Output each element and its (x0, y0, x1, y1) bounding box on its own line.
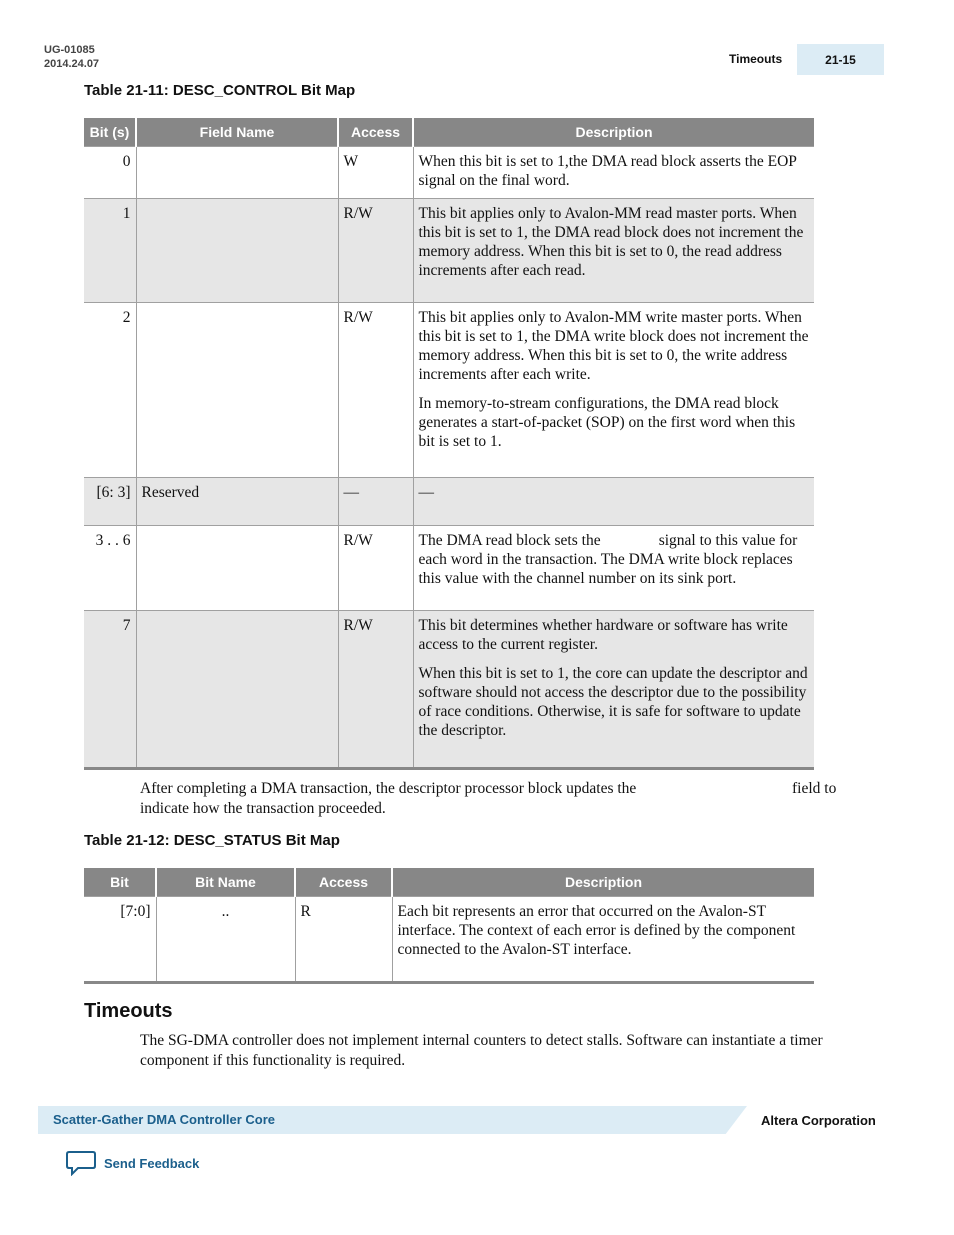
description-cell (392, 897, 814, 983)
column-header: Access (295, 868, 392, 897)
description-text: This bit determines whether hardware or software has write access to the current register. (418, 617, 788, 653)
access-cell: R/W (338, 611, 413, 769)
table2-caption: Table 21-12: DESC_STATUS Bit Map (84, 832, 340, 849)
column-header: Bit (84, 868, 156, 897)
send-feedback-link[interactable] (66, 1150, 199, 1176)
bit-cell: 1 (84, 199, 136, 303)
table-row (84, 199, 814, 303)
description-text: — (418, 484, 434, 501)
paragraph-text: field to (792, 780, 837, 797)
description-cell (413, 526, 814, 611)
description-cell (413, 478, 814, 526)
doc-date: 2014.24.07 (44, 58, 100, 70)
doc-number: UG-01085 (44, 44, 95, 56)
description-text: This bit applies only to Avalon-MM read master ports. When this bit is set to 1, the DMA read block does not increment the memory address. When this bit is set to 0, the read address increments after each read. (418, 205, 804, 279)
table-row (84, 478, 814, 526)
footer-doc-title[interactable]: Scatter-Gather DMA Controller Core (53, 1112, 275, 1127)
access-cell: R/W (338, 526, 413, 611)
status-update-paragraph (140, 779, 850, 819)
field-name-cell (136, 526, 338, 611)
timeouts-paragraph: The SG-DMA controller does not implement internal counters to detect stalls. Software can instantiate a timer component if this functionality is required. (140, 1032, 823, 1069)
bit-cell: [7:0] (84, 897, 156, 983)
field-name-cell (136, 199, 338, 303)
send-feedback-label: Send Feedback (104, 1155, 200, 1171)
access-cell: — (338, 478, 413, 526)
paragraph-text: indicate how the transaction proceeded. (140, 800, 386, 817)
page-number-box (797, 44, 884, 75)
description-text: Each bit represents an error that occurred on the Avalon-ST interface. The context of each error is defined by the component connected to the Avalon-ST interface. (397, 903, 796, 958)
page-number: 21-15 (825, 52, 856, 67)
column-header: Description (392, 868, 814, 897)
column-header: Bit (s) (84, 118, 136, 147)
description-cell (413, 147, 814, 199)
footer-company: Altera Corporation (761, 1113, 876, 1128)
description-text: This bit applies only to Avalon-MM write master ports. When this bit is set to 1, the DMA write block does not increment the memory address. When this bit is set to 0, the write address increments after each write. (418, 309, 809, 383)
table-row (84, 147, 814, 199)
description-text: The DMA read block sets the signal to this value for each word in the transaction. The DMA write block replaces this value with the channel number on its sink port. (418, 532, 802, 587)
column-header: Field Name (136, 118, 338, 147)
desc-status-table (84, 868, 814, 984)
speech-bubble-icon (66, 1150, 96, 1176)
access-cell: R/W (338, 199, 413, 303)
bit-cell: 0 (84, 147, 136, 199)
access-cell: W (338, 147, 413, 199)
table1-caption: Table 21-11: DESC_CONTROL Bit Map (84, 82, 356, 99)
paragraph-text: After completing a DMA transaction, the descriptor processor block updates the (140, 780, 637, 797)
table-row (84, 897, 814, 983)
field-name-cell: .. (156, 897, 295, 983)
desc-control-table (84, 118, 814, 770)
bit-cell: 2 (84, 303, 136, 478)
paragraph-line (140, 779, 850, 799)
table-header-row (84, 868, 814, 897)
description-cell (413, 199, 814, 303)
bit-cell: [6: 3] (84, 478, 136, 526)
access-cell: R/W (338, 303, 413, 478)
description-text: When this bit is set to 1,the DMA read block asserts the EOP signal on the final word. (418, 153, 797, 189)
field-name-cell: Reserved (136, 478, 338, 526)
bit-cell: 7 (84, 611, 136, 769)
table-row (84, 303, 814, 478)
description-cell (413, 303, 814, 478)
doc-id (44, 43, 99, 71)
header-section-title: Timeouts (729, 52, 783, 66)
description-cell (413, 611, 814, 769)
table-row (84, 611, 814, 769)
field-name-cell (136, 611, 338, 769)
field-name-cell (136, 303, 338, 478)
table-header-row (84, 118, 814, 147)
field-name-cell (136, 147, 338, 199)
bit-cell: 3 . . 6 (84, 526, 136, 611)
table-row (84, 526, 814, 611)
column-header: Access (338, 118, 413, 147)
description-text: In memory-to-stream configurations, the DMA read block generates a start-of-packet (SOP) on the first word when this bit is set to 1. (418, 395, 796, 450)
description-text: When this bit is set to 1, the core can update the descriptor and software should not access the descriptor due to the possibility of race conditions. Otherwise, it is safe for software to update the descriptor. (418, 665, 808, 739)
column-header: Bit Name (156, 868, 295, 897)
column-header: Description (413, 118, 814, 147)
timeouts-heading: Timeouts (84, 1000, 173, 1022)
access-cell: R (295, 897, 392, 983)
